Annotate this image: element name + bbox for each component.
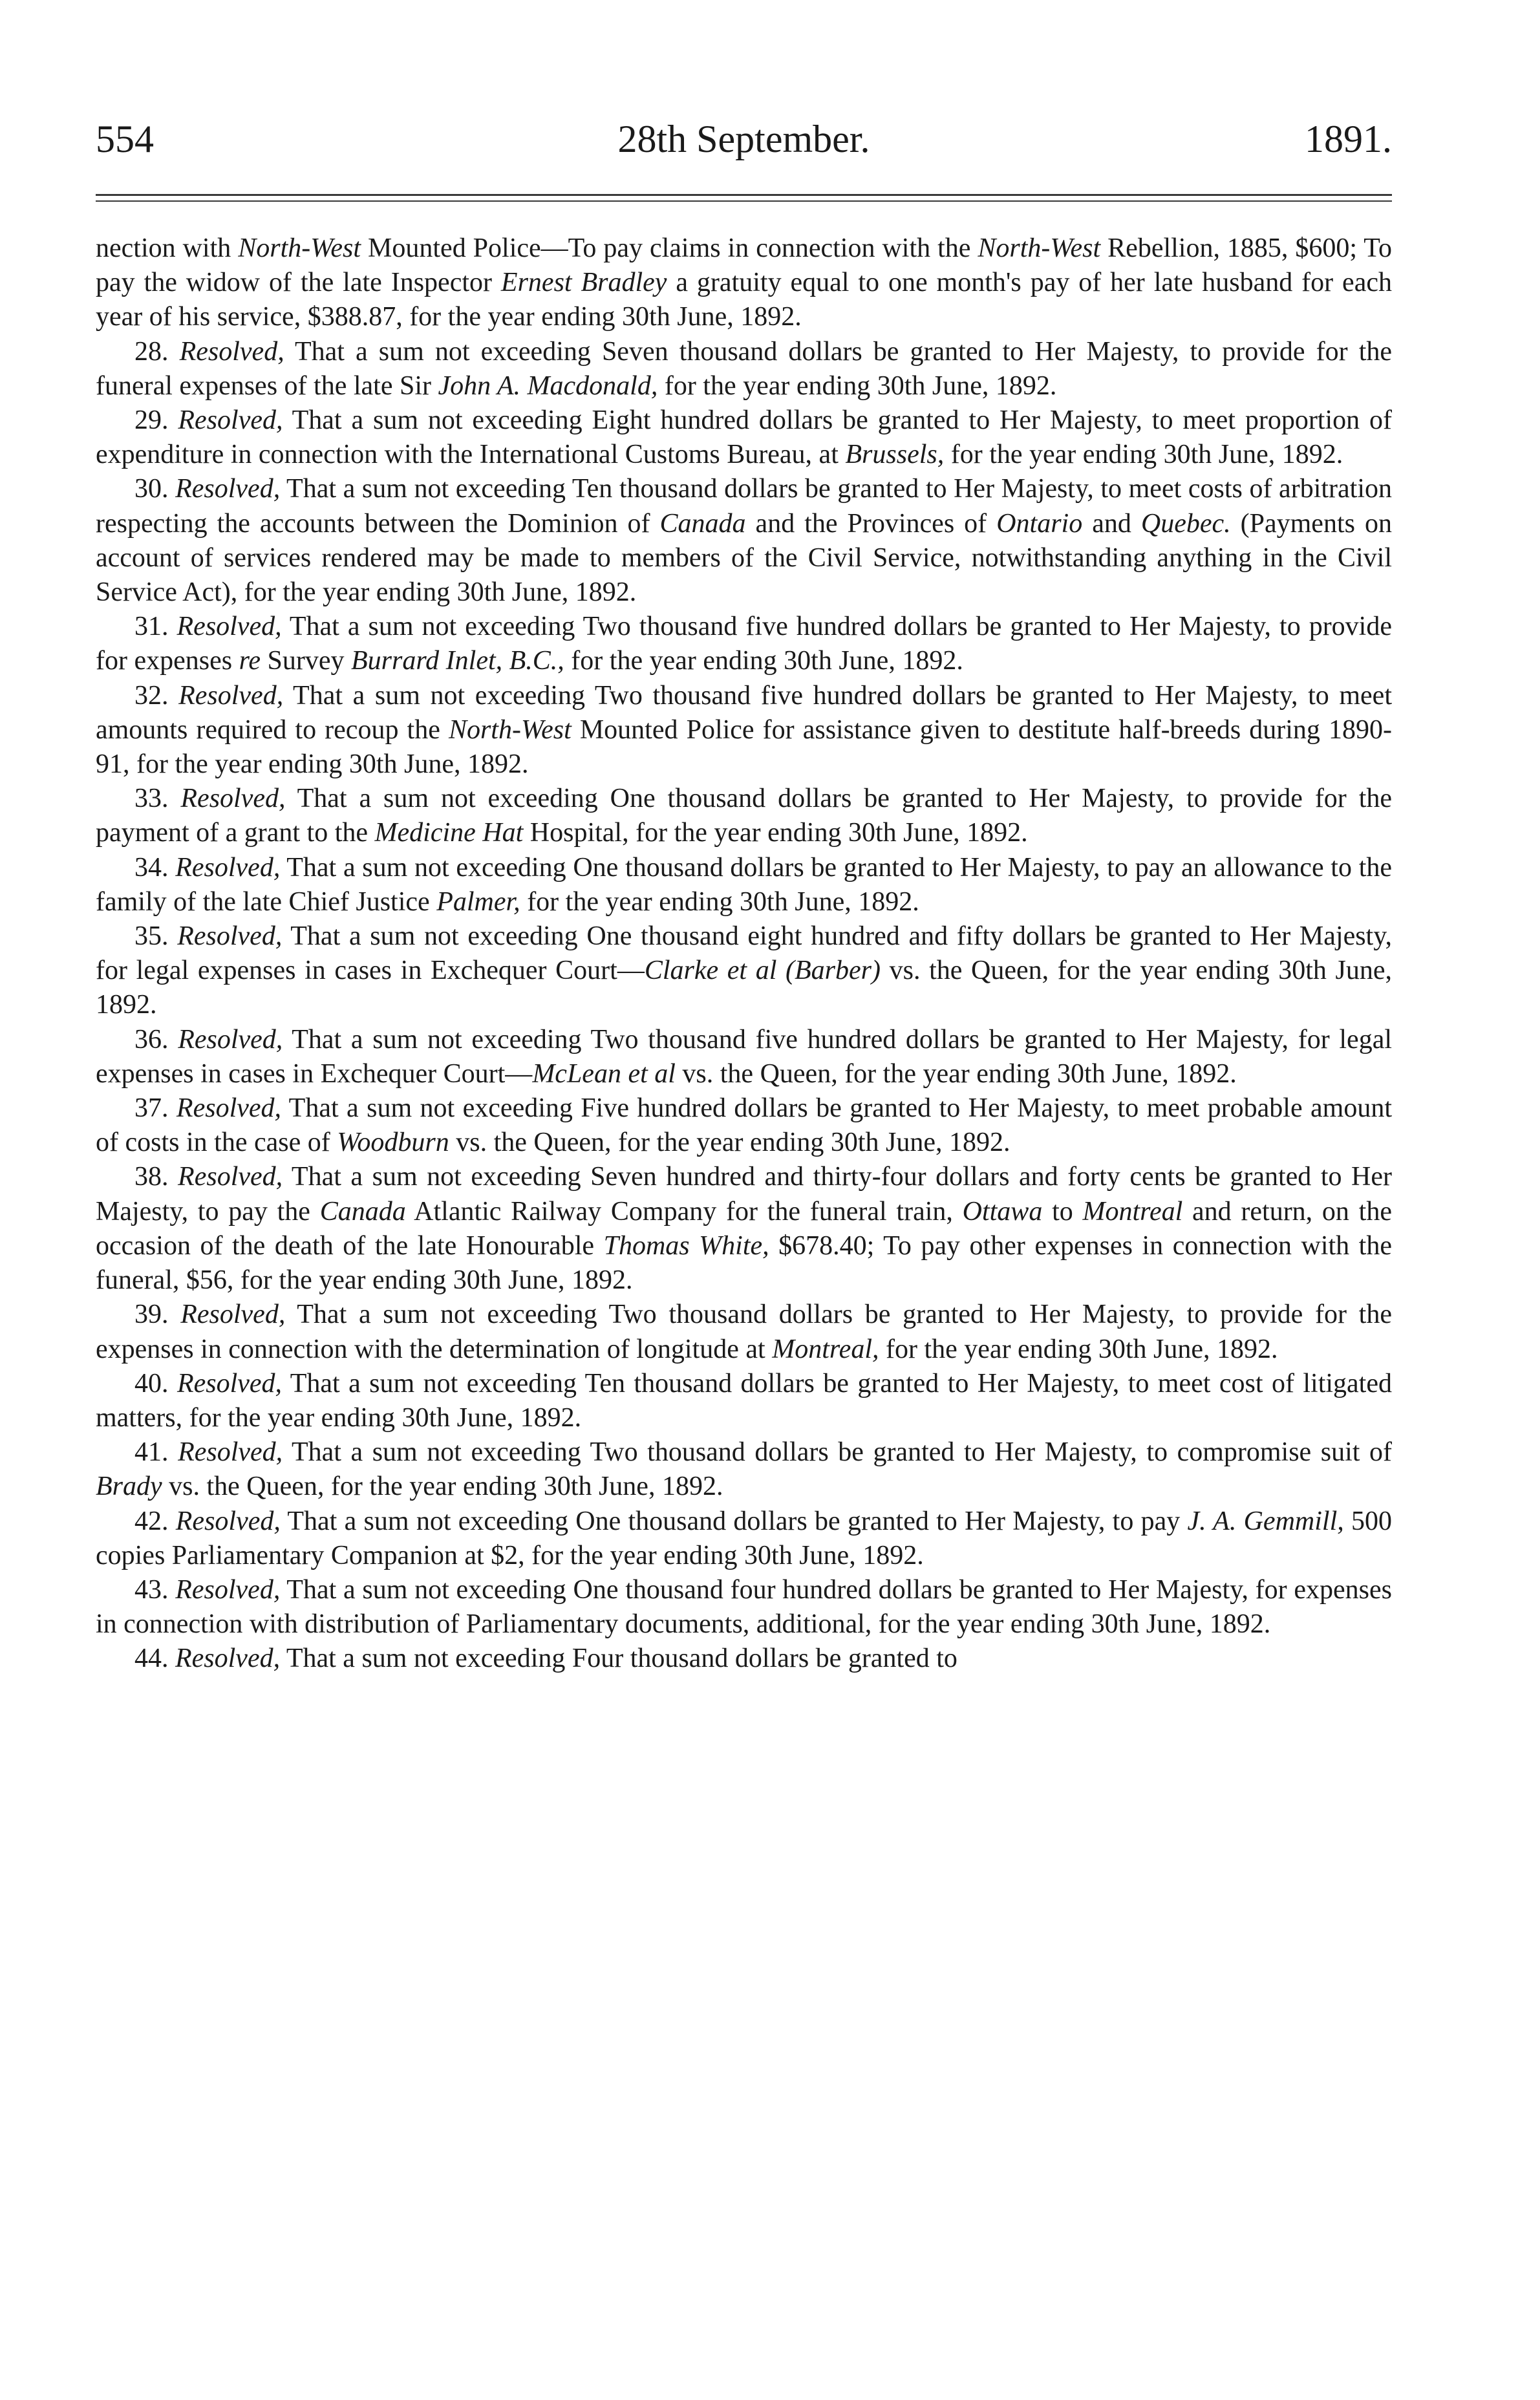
text-run: Atlantic Railway Company for the funeral train, bbox=[405, 1196, 963, 1227]
italic-text: Palmer, bbox=[436, 886, 520, 917]
resolution-paragraph bbox=[96, 335, 1392, 403]
text-run: 41. bbox=[134, 1437, 178, 1468]
italic-text: Medicine Hat bbox=[374, 818, 524, 848]
italic-text: Ontario bbox=[996, 508, 1083, 539]
text-run: for the year ending 30th June, 1892. bbox=[879, 1334, 1278, 1364]
text-run: Hospital, for the year ending 30th June, 1892. bbox=[523, 818, 1028, 848]
text-run: vs. the Queen, for the year ending 30th June, 1892. bbox=[675, 1058, 1237, 1089]
text-run: That a sum not exceeding One thousand eight hundred and fifty dollars be granted to Her Majesty, for legal expenses in cases in Exchequer Court— bbox=[96, 921, 1392, 986]
text-run: That a sum not exceeding Ten thousand dollars be granted to Her Majesty, to meet costs of arbitration respecting the accounts between the Dominion of bbox=[96, 474, 1392, 539]
italic-text: Resolved, bbox=[175, 1574, 281, 1605]
italic-text: Resolved, bbox=[178, 405, 283, 436]
text-run: That a sum not exceeding Four thousand dollars be granted to bbox=[280, 1644, 957, 1674]
text-run: 31. bbox=[134, 612, 177, 642]
text-run: That a sum not exceeding One thousand dollars be granted to Her Majesty, to provide for the payment of a grant to the bbox=[96, 784, 1393, 848]
text-run: a gratuity equal to one month's pay of her late husband for each year of his service, $388.87, for the year ending 30th June, 1892. bbox=[96, 268, 1392, 332]
resolution-paragraph bbox=[96, 1505, 1392, 1573]
text-run: 40. bbox=[134, 1368, 177, 1398]
text-run: and bbox=[1082, 508, 1141, 539]
italic-text: Resolved, bbox=[178, 1024, 283, 1055]
header-year: 1891. bbox=[1305, 118, 1392, 160]
text-run: That a sum not exceeding Seven hundred and thirty-four dollars and forty cents be granted to Her Majesty, to pay the bbox=[96, 1162, 1393, 1227]
text-run: That a sum not exceeding Two thousand dollars be granted to Her Majesty, to compromise suit of bbox=[283, 1437, 1392, 1468]
resolution-paragraph bbox=[96, 1642, 1392, 1676]
text-run: for the year ending 30th June, 1892. bbox=[520, 886, 919, 917]
text-run: 38. bbox=[134, 1162, 178, 1192]
italic-text: Ernest Bradley bbox=[500, 268, 667, 298]
text-run: nection with bbox=[96, 233, 239, 263]
resolution-paragraph bbox=[96, 1091, 1392, 1160]
header-rule-thin bbox=[96, 200, 1392, 202]
text-run: for the year ending 30th June, 1892. bbox=[658, 370, 1057, 401]
italic-text: Resolved, bbox=[175, 474, 281, 504]
text-run: That a sum not exceeding One thousand dollars be granted to Her Majesty, to pay an allowance to the family of the late Chief Justice bbox=[96, 852, 1392, 917]
text-run: 35. bbox=[134, 921, 178, 952]
italic-text: Resolved, bbox=[176, 1093, 282, 1124]
text-run: 37. bbox=[134, 1093, 176, 1124]
text-run: That a sum not exceeding Seven thousand dollars be granted to Her Majesty, to provide for the funeral expenses of the late Sir bbox=[96, 336, 1393, 401]
italic-text: Resolved, bbox=[177, 921, 283, 952]
italic-text: John A. Macdonald, bbox=[438, 370, 658, 401]
text-run: 42. bbox=[134, 1506, 176, 1536]
italic-text: J. A. Gemmill, bbox=[1187, 1506, 1344, 1536]
resolution-paragraph bbox=[96, 851, 1392, 919]
text-run: 43. bbox=[134, 1574, 176, 1605]
text-run: 34. bbox=[134, 852, 176, 883]
italic-text: Resolved, bbox=[178, 1162, 283, 1192]
page-number: 554 bbox=[96, 118, 154, 160]
italic-text: re bbox=[239, 646, 261, 676]
italic-text: Montreal bbox=[1082, 1196, 1183, 1227]
text-run: That a sum not exceeding One thousand dollars be granted to Her Majesty, to pay bbox=[280, 1506, 1188, 1536]
text-run: for the year ending 30th June, 1892. bbox=[944, 440, 1343, 470]
text-run: That a sum not exceeding Two thousand five hundred dollars be granted to Her Majesty, to meet amounts required to recoup the bbox=[96, 680, 1392, 745]
text-run: That a sum not exceeding Eight hundred dollars be granted to Her Majesty, to meet proportion of expenditure in connection with the International Customs Bureau, at bbox=[96, 405, 1393, 470]
italic-text: Quebec. bbox=[1140, 508, 1231, 539]
resolution-paragraph bbox=[96, 1160, 1392, 1298]
italic-text: Resolved, bbox=[175, 852, 281, 883]
italic-text: Resolved, bbox=[179, 336, 284, 367]
text-run: $678.40; To pay other expenses in connection with the funeral, $56, for the year ending 30th June, 1892. bbox=[96, 1230, 1392, 1296]
text-run: 33. bbox=[134, 784, 181, 814]
resolution-paragraph bbox=[96, 679, 1392, 782]
italic-text: Thomas White, bbox=[603, 1230, 769, 1261]
text-run: vs. the Queen, for the year ending 30th June, 1892. bbox=[162, 1472, 723, 1502]
header-rule bbox=[96, 194, 1392, 196]
text-run: That a sum not exceeding Two thousand dollars be granted to Her Majesty, to provide for the expenses in connection with the determination of longitude at bbox=[96, 1300, 1392, 1364]
text-run: That a sum not exceeding Five hundred dollars be granted to Her Majesty, to meet probable amount of costs in the case of bbox=[96, 1093, 1393, 1158]
resolution-paragraph bbox=[96, 1298, 1392, 1366]
italic-text: Brady bbox=[96, 1472, 162, 1502]
text-run: Mounted Police for assistance given to destitute half-breeds during 1890-91, for the year ending 30th June, 1892. bbox=[96, 714, 1392, 780]
italic-text: Resolved, bbox=[180, 784, 286, 814]
italic-text: Resolved, bbox=[180, 1300, 286, 1330]
text-run: 32. bbox=[134, 680, 179, 711]
header-date: 28th September. bbox=[617, 118, 870, 160]
resolution-paragraph bbox=[96, 1023, 1392, 1091]
italic-text: Resolved, bbox=[175, 1644, 281, 1674]
text-run: 44. bbox=[134, 1644, 175, 1674]
italic-text: Canada bbox=[319, 1196, 406, 1227]
text-run: 29. bbox=[134, 405, 178, 436]
text-run: and the Provinces of bbox=[745, 508, 997, 539]
resolution-paragraph bbox=[96, 919, 1392, 1023]
text-run: for the year ending 30th June, 1892. bbox=[564, 646, 963, 676]
text-run: (Payments on account of services rendered may be made to members of the Civil Service, notwithstanding anything in the Civil Service Act), for the year ending 30th June, 1892. bbox=[96, 508, 1392, 608]
text-run: Rebellion, 1885, $600; To pay the widow of the late Inspector bbox=[96, 233, 1393, 298]
text-run: 500 copies Parliamentary Companion at $2, for the year ending 30th June, 1892. bbox=[96, 1506, 1393, 1570]
text-run: That a sum not exceeding Two thousand five hundred dollars be granted to Her Majesty, for legal expenses in cases in Exchequer Court— bbox=[96, 1024, 1392, 1089]
text-run: 30. bbox=[134, 474, 176, 504]
italic-text: Canada bbox=[659, 508, 746, 539]
text-run: 28. bbox=[134, 336, 180, 367]
italic-text: Resolved, bbox=[178, 680, 284, 711]
italic-text: North-West bbox=[238, 233, 361, 263]
italic-text: Brussels, bbox=[845, 440, 945, 470]
text-run: to bbox=[1042, 1196, 1083, 1227]
resolution-paragraph bbox=[96, 1367, 1392, 1435]
italic-text: Clarke et al (Barber) bbox=[644, 956, 881, 986]
text-run: 36. bbox=[134, 1024, 178, 1055]
resolution-paragraph bbox=[96, 610, 1392, 678]
text-run: vs. the Queen, for the year ending 30th June, 1892. bbox=[449, 1128, 1011, 1158]
resolution-paragraph bbox=[96, 1435, 1392, 1504]
resolution-paragraph bbox=[96, 782, 1392, 850]
text-run: vs. the Queen, for the year ending 30th June, 1892. bbox=[96, 956, 1392, 1020]
italic-text: Resolved, bbox=[176, 1368, 283, 1398]
text-run: That a sum not exceeding One thousand four hundred dollars be granted to Her Majesty, for expenses in connection with distribution of Parliamentary documents, additional, for the year ending 30th June, 1892. bbox=[96, 1574, 1392, 1640]
italic-text: Ottawa bbox=[962, 1196, 1043, 1227]
page-body bbox=[96, 231, 1392, 1677]
resolution-paragraph bbox=[96, 403, 1392, 472]
page-header bbox=[96, 110, 1392, 168]
italic-text: Burrard Inlet, B.C., bbox=[351, 646, 564, 676]
resolution-paragraph bbox=[96, 472, 1392, 610]
text-run: Survey bbox=[261, 646, 352, 676]
text-run: That a sum not exceeding Ten thousand dollars be granted to Her Majesty, to meet cost of litigated matters, for the year ending 30th June, 1892. bbox=[96, 1368, 1392, 1433]
italic-text: McLean et al bbox=[532, 1058, 676, 1089]
italic-text: Resolved, bbox=[176, 612, 282, 642]
italic-text: Resolved, bbox=[178, 1437, 283, 1468]
text-run: and return, on the occasion of the death of the late Honourable bbox=[96, 1196, 1392, 1261]
continued-paragraph bbox=[96, 231, 1392, 335]
text-run: 39. bbox=[134, 1300, 181, 1330]
text-run: That a sum not exceeding Two thousand five hundred dollars be granted to Her Majesty, to provide for expenses bbox=[96, 612, 1392, 676]
italic-text: North-West bbox=[448, 714, 572, 745]
resolution-paragraph bbox=[96, 1573, 1392, 1642]
italic-text: Montreal, bbox=[772, 1334, 879, 1364]
text-run: Mounted Police—To pay claims in connection with the bbox=[361, 233, 978, 263]
italic-text: North-West bbox=[978, 233, 1101, 263]
italic-text: Woodburn bbox=[337, 1128, 449, 1158]
italic-text: Resolved, bbox=[175, 1506, 281, 1536]
